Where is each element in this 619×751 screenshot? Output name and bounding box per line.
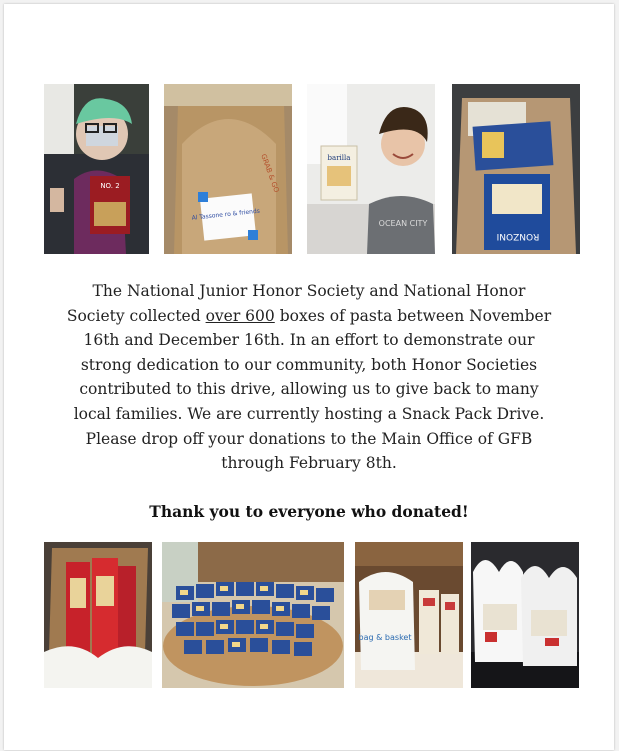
photo-snack-bags — [471, 542, 579, 688]
photo-bag-of-ronzoni — [452, 84, 580, 254]
p1-box-label: NO. 2 — [100, 182, 120, 190]
photo-student-with-barilla — [307, 84, 435, 254]
page — [4, 4, 614, 750]
p2-note-text: Al Tassone ro & friends — [191, 207, 261, 222]
p3-shirt-text: OCEAN CITY — [378, 219, 428, 228]
p3-box-label: barilla — [327, 154, 351, 162]
photo-student-with-pasta-box — [44, 84, 149, 254]
p2-bag-text: GRAB & GO — [259, 152, 281, 194]
p7-bag-text: bag & basket — [358, 633, 412, 642]
photo-grocery-bags — [355, 542, 463, 688]
photo-table-of-pasta — [162, 542, 344, 688]
article-paragraph — [64, 279, 554, 476]
thank-you-heading: Thank you to everyone who donated! — [149, 502, 469, 521]
paragraph-after: boxes of pasta between November 16th and December 16th. In an effort to demonstrate our strong dedication to our community, both Honor Societies contributed to this drive, allowing us to give back to many local families. We are currently hosting a Snack Pack Drive. Please drop off your donations to the Main Office of GFB through February 8th. — [73, 306, 552, 473]
photo-bag-of-pasta-boxes — [44, 542, 152, 688]
paragraph-highlight: over 600 — [205, 306, 275, 325]
photo-donation-bag — [164, 84, 292, 254]
paragraph-before: The National Junior Honor Society and National Honor Society collected — [66, 282, 526, 325]
p4-box-label: RONZONI — [496, 231, 540, 241]
